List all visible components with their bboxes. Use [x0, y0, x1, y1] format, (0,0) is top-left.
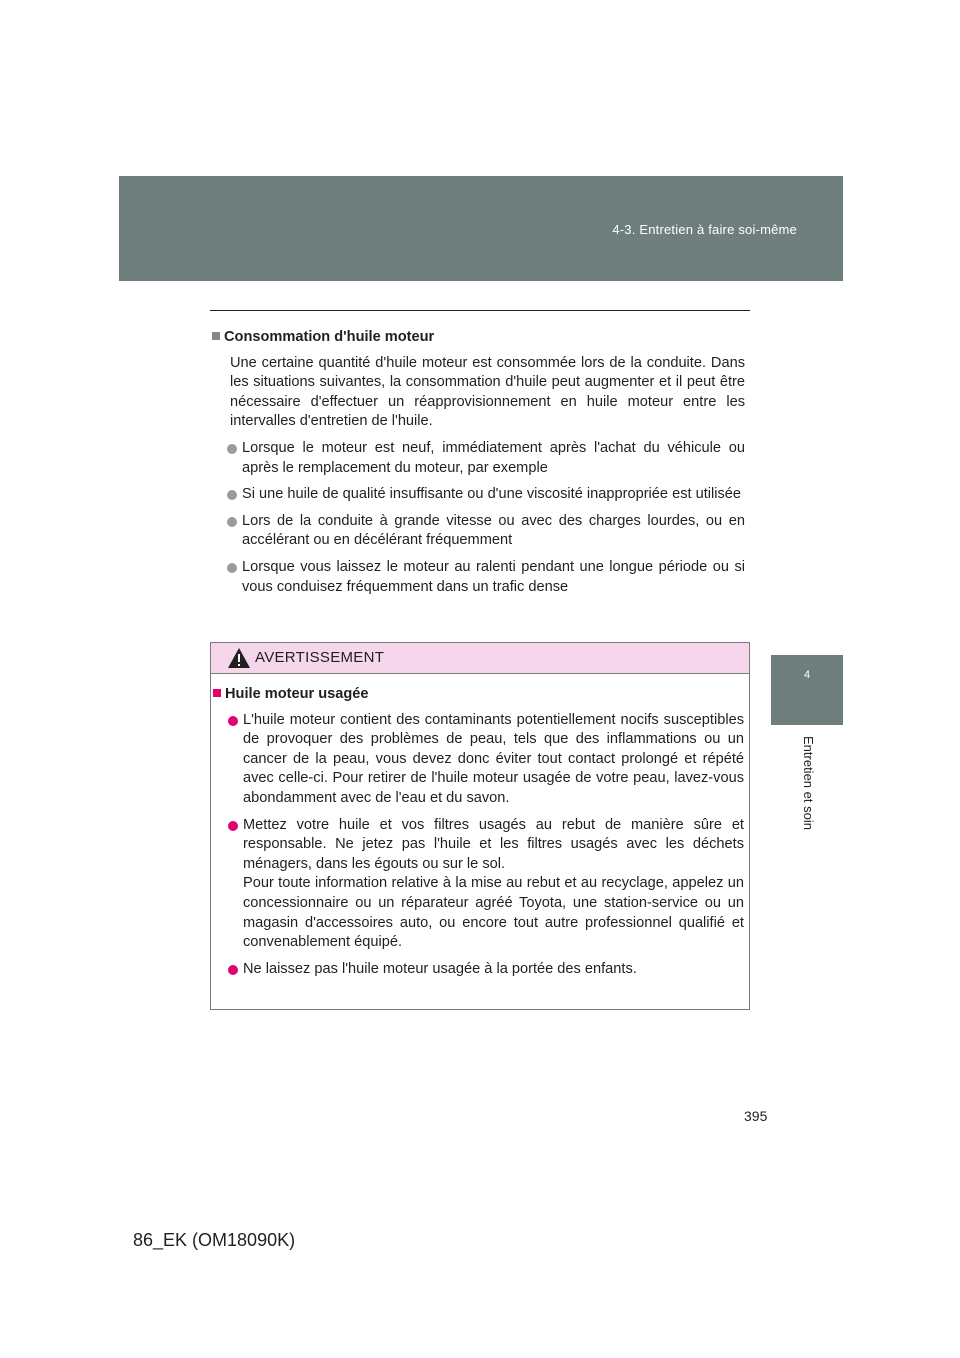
list-item	[212, 558, 745, 597]
list-item	[213, 816, 744, 953]
list-item-text: L'huile moteur contient des contaminants potentiellement nocifs susceptibles de provoquer des problèmes de peau, tels que des inflammations ou un cancer de la peau, vous devez donc éviter tout contact prolongé et répété avec celle-ci. Pour retirer de l'huile moteur usagée de votre peau, lavez-vous abondamment avec de l'eau et du savon.	[243, 711, 744, 806]
chapter-number: 4	[803, 669, 811, 681]
square-bullet-icon	[213, 689, 221, 697]
warning-triangle-icon	[227, 647, 251, 669]
square-bullet-icon	[212, 332, 220, 340]
bullet-dot-icon	[227, 444, 237, 454]
warning-box	[210, 642, 750, 1010]
warning-body	[213, 685, 744, 986]
section-heading	[212, 328, 745, 348]
document-code: 86_EK (OM18090K)	[133, 1230, 296, 1250]
list-item-text: Si une huile de qualité insuffisante ou d'une viscosité inappropriée est utilisée	[242, 486, 742, 503]
section-breadcrumb: 4-3. Entretien à faire soi-même	[612, 222, 797, 237]
list-item	[212, 485, 745, 505]
main-content	[212, 328, 745, 604]
divider	[210, 310, 750, 311]
list-item	[213, 960, 744, 980]
bullet-dot-icon	[228, 965, 238, 975]
page-number: 395	[744, 1108, 768, 1124]
list-item-text: Lors de la conduite à grande vitesse ou avec des charges lourdes, ou en accélérant ou en décélérant fréquemment	[242, 512, 745, 549]
list-item-text: Ne laissez pas l'huile moteur usagée à la portée des enfants.	[243, 960, 637, 977]
warning-header	[211, 643, 749, 674]
bullet-dot-icon	[227, 517, 237, 527]
bullet-dot-icon	[227, 490, 237, 500]
chapter-tab	[771, 655, 843, 725]
list-item	[212, 512, 745, 551]
bullet-dot-icon	[228, 821, 238, 831]
bullet-dot-icon	[228, 716, 238, 726]
list-item-text: Lorsque vous laissez le moteur au ralenti pendant une longue période ou si vous conduisez fréquemment dans un trafic dense	[242, 558, 745, 595]
list-item	[212, 439, 745, 478]
list-item	[213, 711, 744, 809]
intro-paragraph: Une certaine quantité d'huile moteur est consommée lors de la conduite. Dans les situations suivantes, la consommation d'huile peut augmenter et il peut être nécessaire d'effectuer un réapprovisionnement en huile moteur entre les intervalles d'entretien de l'huile.	[230, 354, 745, 430]
warning-heading	[213, 685, 744, 705]
chapter-label: Entretien et soin	[801, 736, 816, 830]
list-item-text-continued: Pour toute information relative à la mise au rebut et au recyclage, appelez un concessionnaire ou un réparateur agréé Toyota, une station-service ou un magasin d'accessoires auto, ou encore tout autre professionnel qualifié et convenablement équipé.	[243, 875, 744, 951]
list-item-text: Lorsque le moteur est neuf, immédiatement après l'achat du véhicule ou après le remplacement du moteur, par exemple	[242, 439, 745, 476]
warning-title: Huile moteur usagée	[225, 686, 369, 702]
bullet-dot-icon	[227, 563, 237, 573]
header-band	[119, 176, 843, 281]
list-item-text: Mettez votre huile et vos filtres usagés au rebut de manière sûre et responsable. Ne jetez pas l'huile et les filtres usagés avec les déchets ménagers, dans les égouts ou sur le sol.	[243, 816, 744, 872]
warning-label: AVERTISSEMENT	[255, 649, 385, 666]
section-title: Consommation d'huile moteur	[224, 329, 435, 345]
